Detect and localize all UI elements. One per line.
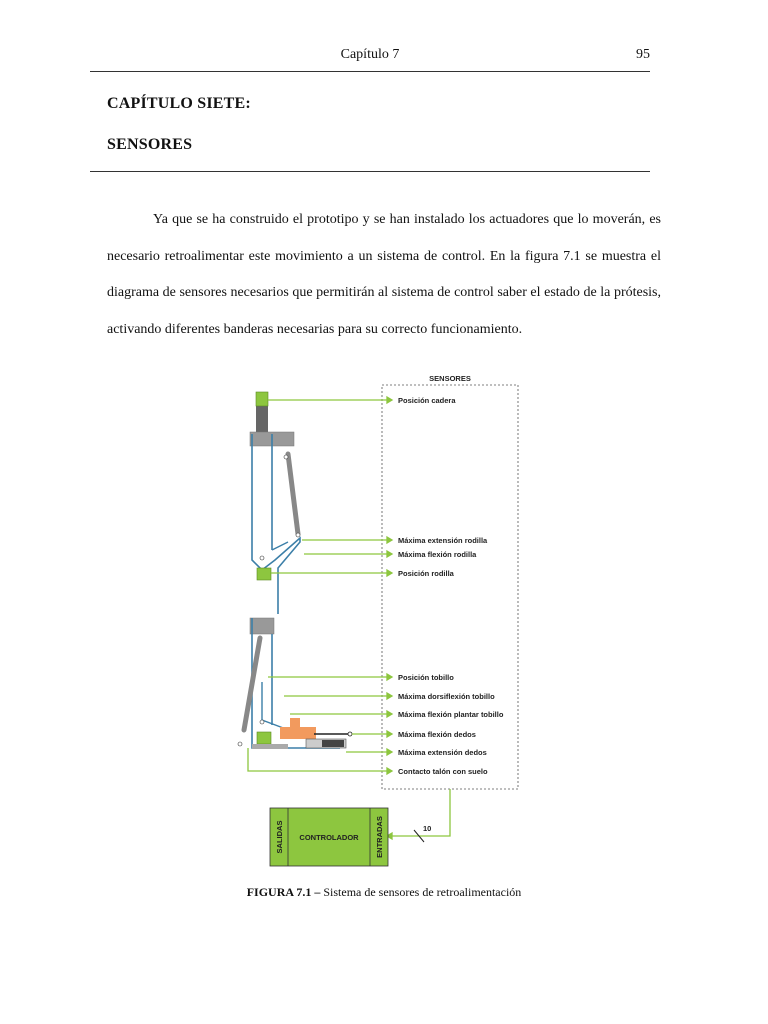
page-number: 95 <box>636 47 650 62</box>
sensor-label: Máxima extensión dedos <box>398 748 487 757</box>
ankle-sensor <box>257 732 271 744</box>
sensor-label: Posición rodilla <box>398 569 454 578</box>
figure-caption-text: Sistema de sensores de retroalimentación <box>323 885 522 899</box>
running-header-chapter: Capítulo 7 <box>340 47 400 62</box>
figure-sensor-diagram <box>230 370 530 880</box>
toe-pivot <box>348 732 352 736</box>
thigh-pivot-top <box>284 455 288 459</box>
hip-sensor <box>256 392 268 406</box>
bus-width-label: 10 <box>423 824 432 833</box>
figure-caption <box>0 885 768 900</box>
ankle-pivot-left <box>238 742 242 746</box>
figure-caption-label: FIGURA 7.1 – <box>246 885 321 899</box>
thigh-link <box>272 542 288 550</box>
sensor-panel <box>382 385 518 789</box>
toe-plate-dark <box>322 740 344 747</box>
sensor-diagram-svg <box>230 370 530 880</box>
thigh-frame <box>252 434 300 614</box>
header-rule <box>90 71 650 72</box>
knee-sensor <box>257 568 271 580</box>
thigh-actuator <box>288 454 298 534</box>
heel-plate <box>252 744 288 749</box>
sensor-label: Máxima extensión rodilla <box>398 536 488 545</box>
sensor-label: Posición tobillo <box>398 673 454 682</box>
controller-block <box>270 808 431 866</box>
ankle-pivot <box>260 720 264 724</box>
sensor-label: Máxima flexión rodilla <box>398 550 477 559</box>
chapter-number-title: CAPÍTULO SIETE: <box>107 95 251 112</box>
knee-pivot <box>260 556 264 560</box>
sensor-label: Máxima flexión dedos <box>398 730 476 739</box>
sensor-label: Posición cadera <box>398 396 456 405</box>
foot-block <box>280 727 316 739</box>
sensor-label: Máxima dorsiflexión tobillo <box>398 692 495 701</box>
running-header <box>90 44 650 68</box>
body-paragraph: Ya que se ha construido el prototipo y se han instalado los actuadores que lo moverán, es necesario retroalimentar este movimiento a un sistema de control. En la figura 7.1 se muestra el diagrama de sensores necesarios que permitirán al sistema de control saber el estado de la prótesis, activando diferentes banderas necesarias para su correcto funcionamiento. <box>107 212 661 337</box>
controller-outputs-label: SALIDAS <box>275 820 284 854</box>
sensors-title: SENSORES <box>429 374 471 383</box>
sensor-label: Máxima flexión plantar tobillo <box>398 710 504 719</box>
sensor-label: Contacto talón con suelo <box>398 767 488 776</box>
controller-label: CONTROLADOR <box>299 833 359 842</box>
chapter-name: SENSORES <box>107 136 193 153</box>
controller-inputs-label: ENTRADAS <box>375 816 384 858</box>
shin-top-bar <box>250 618 274 634</box>
chapter-rule <box>90 171 650 172</box>
foot-toe-block <box>290 718 300 727</box>
thigh-pivot-bottom <box>296 533 300 537</box>
